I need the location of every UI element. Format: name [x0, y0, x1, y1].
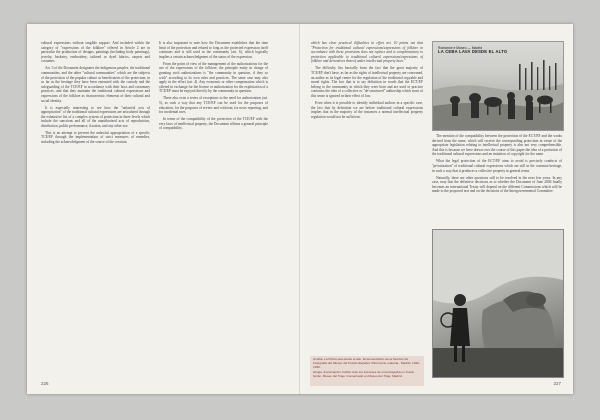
- left-page: [27, 24, 300, 394]
- body-paragraph: Naturally, there are other questions still to be resolved in the next few years. In any case, may that the definitive decisions as to whether the Document of June 2006 finally becomes an international Treaty will depend on the different Commissions which will be made to the proposed text and on the decisions of the Intergovernmental Committee.: [432, 175, 562, 194]
- photo-title: LA CEBA LAVA DESDE EL ALTO: [438, 49, 508, 54]
- body-paragraph: This is an attempt to prevent the unlawful appropriation of a specific TCE/EF through the implementation of strict measures of remedies, including the acknowledgment of the source of the creation.: [41, 130, 150, 145]
- photo-scene-girl: [433, 230, 563, 377]
- historical-photo-girl-with-donkey: [432, 229, 564, 378]
- left-page-columns: [41, 41, 268, 147]
- right-page-columns: [311, 41, 423, 122]
- left-column-2: [159, 41, 268, 147]
- caption-1: Amélia, La Peña Lara desde el alto. Documentación de la Sección de Fotografía del Museo del Pueblo Español. Patrimonio material - Madrid, 1920-1930.: [313, 357, 420, 369]
- left-column-1: [41, 41, 150, 147]
- body-paragraph: It is especially interesting to see how the "unlawful acts of appropriation" of the traditional cultural expressions are articulated through the exhaustive list of a complex system of protection in three levels which include the sanctions and all of the unauthorized acts of reproduction, distribution, public performance, fixation, and any other use.: [41, 105, 150, 128]
- body-paragraph: which has clear practical difficulties in effect art. 10 points out that "Protection for traditional cultural expressions/expressions of folklore in accordance with these provisions does not replace and is complementary to protection applicable to traditional cultural expressions/expressions of folklore and derivatives thereof under intellectual property laws.": [311, 41, 423, 64]
- body-paragraph: cultural expressions without tangible support. And included within the category of "expressions of the folklore" offered in Article 2 are in particular the production of designs, paintings (including body paintings), jewelry, basketry, embroidery, tailored or dyed fabrics, carpets and costumes.: [41, 41, 150, 64]
- photo-scene-procession: [433, 42, 563, 130]
- body-paragraph: What the legal protection of the ECT/EF aims to avoid is precisely conducts of "privatization" of traditional cultural expressions which are still in the common heritage, in such a way that it produces a collective property in general terms.: [432, 159, 562, 173]
- historical-photo-procession: [432, 41, 564, 131]
- right-page: [300, 24, 573, 394]
- photo-kicker: Romance e Museo — Madrid: [438, 46, 483, 50]
- page-number-right: 227: [553, 381, 561, 386]
- caption-2: Abuga, Encarnación Cubillo ante los intereses de una fotografía en Curdo ferrán. Museo del Traje. Conservado en Museo del Traje, Madrid.: [313, 370, 415, 379]
- book-spread: [27, 24, 573, 394]
- body-paragraph: From the point of view of the management of the authorizations for the use of the expressions of the folklore, the principle entity in charge of granting such authorizations is "the community in question, if they so wish" according to its own rules and practices. The same case may also apply in the effort (art. 4). Any economic or other compensation which is offered in exchange for the license or authorization for the exploitation of a TCE/EF must be enjoyed directly by the community in question.: [159, 61, 268, 94]
- body-paragraph: There also exist a series of exceptions to the need for authorization (art. 5), as such a way that any TCE/EF can be used for the purposes of education, for the purposes of review and criticism, for news reporting, and for incidental uses.: [159, 96, 268, 115]
- page-number-left: 226: [41, 381, 49, 386]
- body-paragraph: It is also important to note how the Document establishes that the time limit of the protection and related to long as the protected expression itself continues and is still used in the community (art. 6), which logically implies a certain acknowledgment of the status of the expression.: [159, 41, 268, 59]
- body-paragraph: Art. 3 of the Document designates the indigenous peoples, the traditional communities, and the other "cultural communities" which are the subjects of the protection of the popular culture as beneficiaries of the protection, in so far as the heritage they have been entrusted with the custody and the safeguarding of the TCE/EF in accordance with their laws and customary practices, and that they maintain the traditional cultural expressions and expressions of the folklore as characteristic elements of their cultural and social identity.: [41, 66, 150, 103]
- right-column-1: [311, 41, 423, 122]
- body-paragraph: The difficulty lies basically from the fact that the great majority of TCE/EF don't have, as far as the rights of intellectual property are concerned, an author as its legal centre for the regulation of the traditional copyable and moral rights. The fact that is to say definition in words that the ECT/EF belong to the community in which they were born and are used or practice conforms the idea of a collective or "de-structured" authorship which most of this sense is ignored in their effect of law.: [311, 66, 423, 98]
- right-middle-text: [432, 134, 562, 196]
- body-paragraph: The mention of the compatibility between the protection of the ECT/EF and the works derived from the same, which will receive the corresponding protection in virtue of the appropriate legislation relating to intellectual property is also not very comprehensible. And this is because we have drawn over the course of this paper the idea of a profusion of the traditional cultural expressions and an imitation of copyright for the same.: [432, 134, 562, 157]
- photo-captions: [310, 356, 424, 386]
- body-paragraph: In terms of the compatibility of the protection of the TCE/EF with the very laws of intellectual property, the Document affirms a general principle of compatibility.: [159, 117, 268, 131]
- body-paragraph: Even when it is possible to identify individual authors in a specific case, the fact that by definition we are before traditional cultural expressions implies that in the majority of the instances a normal intellectual property regulation would not be sufficient.: [311, 100, 423, 119]
